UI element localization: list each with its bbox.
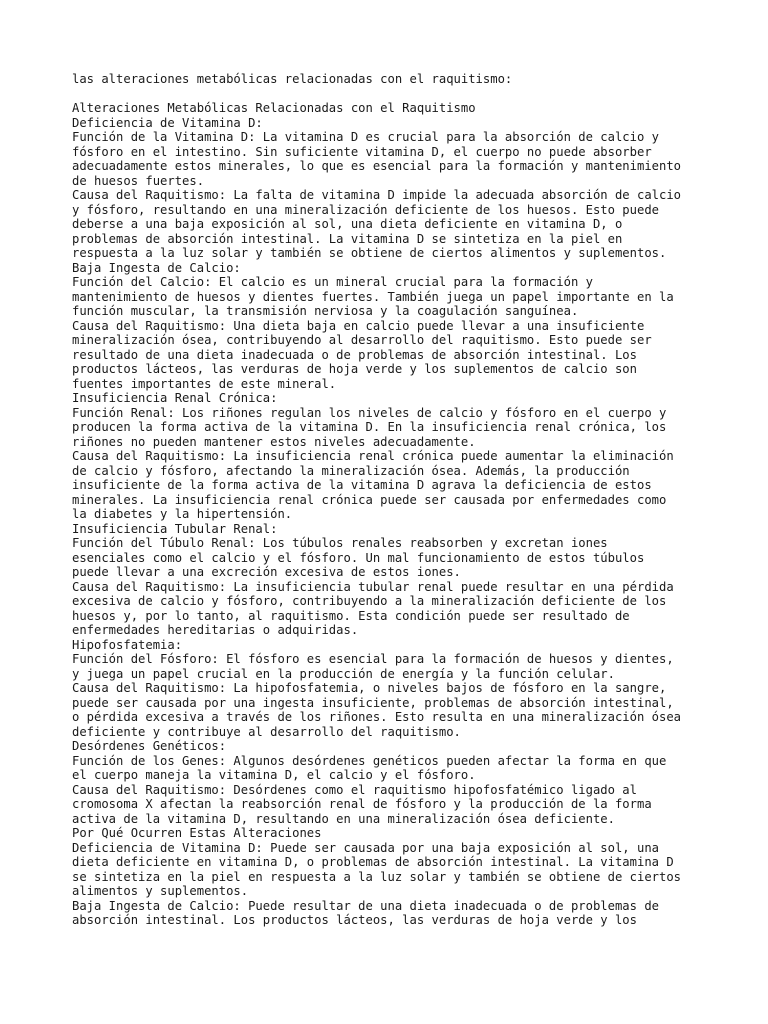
text-line: Alteraciones Metabólicas Relacionadas con el Raquitismo xyxy=(72,101,476,115)
text-line: adecuadamente estos minerales, lo que es esencial para la formación y mantenimiento xyxy=(72,159,682,173)
document-page xyxy=(72,72,722,928)
text-line: productos lácteos, las verduras de hoja verde y los suplementos de calcio son xyxy=(72,362,637,376)
text-line: Causa del Raquitismo: La insuficiencia tubular renal puede resultar en una pérdida xyxy=(72,579,674,594)
intro-line: las alteraciones metabólicas relacionadas con el raquitismo: xyxy=(72,72,513,86)
text-line: Causa del Raquitismo: Desórdenes como el raquitismo hipofosfatémico ligado al xyxy=(72,782,637,797)
text-line: mineralización ósea, contribuyendo al desarrollo del raquitismo. Esto puede ser xyxy=(72,333,652,347)
text-line: Insuficiencia Renal Crónica: xyxy=(72,391,278,405)
text-line: deberse a una baja exposición al sol, una dieta deficiente en vitamina D, o xyxy=(72,217,623,231)
text-line: Función de la Vitamina D: La vitamina D es crucial para la absorción de calcio y xyxy=(72,130,659,144)
text-line: y juega un papel crucial en la producción de energía y la función celular. xyxy=(72,666,615,681)
text-line: Hipofosfatemia: xyxy=(72,637,183,652)
text-line: producen la forma activa de la vitamina D. En la insuficiencia renal crónica, los xyxy=(72,420,667,434)
text-line: se sintetiza en la piel en respuesta a la luz solar y también se obtiene de ciertos xyxy=(72,869,682,884)
text-line: Causa del Raquitismo: Una dieta baja en calcio puede llevar a una insuficiente xyxy=(72,318,645,333)
text-line: resultado de una dieta inadecuada o de problemas de absorción intestinal. Los xyxy=(72,347,637,362)
text-line: o pérdida excesiva a través de los riñones. Esto resulta en una mineralización ósea xyxy=(72,710,682,724)
text-line: fuentes importantes de este mineral. xyxy=(72,376,337,391)
text-line: cromosoma X afectan la reabsorción renal de fósforo y la producción de la forma xyxy=(72,797,652,811)
text-line: Baja Ingesta de Calcio: xyxy=(72,260,241,275)
text-line: Causa del Raquitismo: La insuficiencia renal crónica puede aumentar la eliminación xyxy=(72,449,674,463)
text-line: Deficiencia de Vitamina D: Puede ser causada por una baja exposición al sol, una xyxy=(72,840,659,855)
text-line: función muscular, la transmisión nerviosa y la coagulación sanguínea. xyxy=(72,304,579,318)
text-line: Función Renal: Los riñones regulan los niveles de calcio y fósforo en el cuerpo y xyxy=(72,405,667,420)
text-line: Función del Fósforo: El fósforo es esencial para la formación de huesos y dientes, xyxy=(72,652,674,666)
text-line: puede llevar a una excreción excesiva de estos iones. xyxy=(72,565,461,579)
text-line: Causa del Raquitismo: La hipofosfatemia, o niveles bajos de fósforo en la sangre, xyxy=(72,681,667,695)
text-line: problemas de absorción intestinal. La vitamina D se sintetiza en la piel en xyxy=(72,231,623,246)
text-line: Función del Túbulo Renal: Los túbulos renales reabsorben y excretan iones xyxy=(72,536,608,550)
text-line: excesiva de calcio y fósforo, contribuyendo a la mineralización deficiente de los xyxy=(72,594,667,608)
text-line: la diabetes y la hipertensión. xyxy=(72,507,293,521)
text-line: Por Qué Ocurren Estas Alteraciones xyxy=(72,826,322,840)
text-line: Insuficiencia Tubular Renal: xyxy=(72,521,278,536)
text-line: fósforo en el intestino. Sin suficiente vitamina D, el cuerpo no puede absorber xyxy=(72,144,652,159)
document-body xyxy=(72,101,722,928)
text-line: enfermedades hereditarias o adquiridas. xyxy=(72,623,359,637)
text-line: minerales. La insuficiencia renal crónica puede ser causada por enfermedades como xyxy=(72,492,667,507)
text-line: Baja Ingesta de Calcio: Puede resultar de una dieta inadecuada o de problemas de xyxy=(72,898,659,913)
text-line: deficiente y contribuye al desarrollo del raquitismo. xyxy=(72,724,461,739)
text-line: insuficiente de la forma activa de la vitamina D agrava la deficiencia de estos xyxy=(72,478,652,492)
text-line: respuesta a la luz solar y también se obtiene de ciertos alimentos y suplementos. xyxy=(72,246,667,260)
text-line: el cuerpo maneja la vitamina D, el calcio y el fósforo. xyxy=(72,768,476,782)
text-line: absorción intestinal. Los productos lácteos, las verduras de hoja verde y los xyxy=(72,913,637,927)
text-line: alimentos y suplementos. xyxy=(72,884,249,898)
text-line: Deficiencia de Vitamina D: xyxy=(72,115,263,130)
text-line: de calcio y fósforo, afectando la mineralización ósea. Además, la producción xyxy=(72,463,630,478)
blank-line xyxy=(72,87,722,102)
text-line: Función del Calcio: El calcio es un mineral crucial para la formación y xyxy=(72,275,593,289)
text-line: Causa del Raquitismo: La falta de vitamina D impide la adecuada absorción de calcio xyxy=(72,188,682,202)
text-line: de huesos fuertes. xyxy=(72,173,205,188)
text-line: riñones no pueden mantener estos niveles adecuadamente. xyxy=(72,434,476,449)
text-line: dieta deficiente en vitamina D, o problemas de absorción intestinal. La vitamina D xyxy=(72,855,674,869)
text-line: esenciales como el calcio y el fósforo. Un mal funcionamiento de estos túbulos xyxy=(72,550,645,565)
text-line: puede ser causada por una ingesta insuficiente, problemas de absorción intestinal, xyxy=(72,695,674,710)
text-line: mantenimiento de huesos y dientes fuertes. También juega un papel importante en la xyxy=(72,289,674,304)
text-line: y fósforo, resultando en una mineralización deficiente de los huesos. Esto puede xyxy=(72,202,659,217)
text-line: Función de los Genes: Algunos desórdenes genéticos pueden afectar la forma en que xyxy=(72,753,667,768)
text-line: Desórdenes Genéticos: xyxy=(72,739,227,753)
text-line: huesos y, por lo tanto, al raquitismo. Esta condición puede ser resultado de xyxy=(72,608,630,623)
text-line: activa de la vitamina D, resultando en una mineralización ósea deficiente. xyxy=(72,811,615,826)
